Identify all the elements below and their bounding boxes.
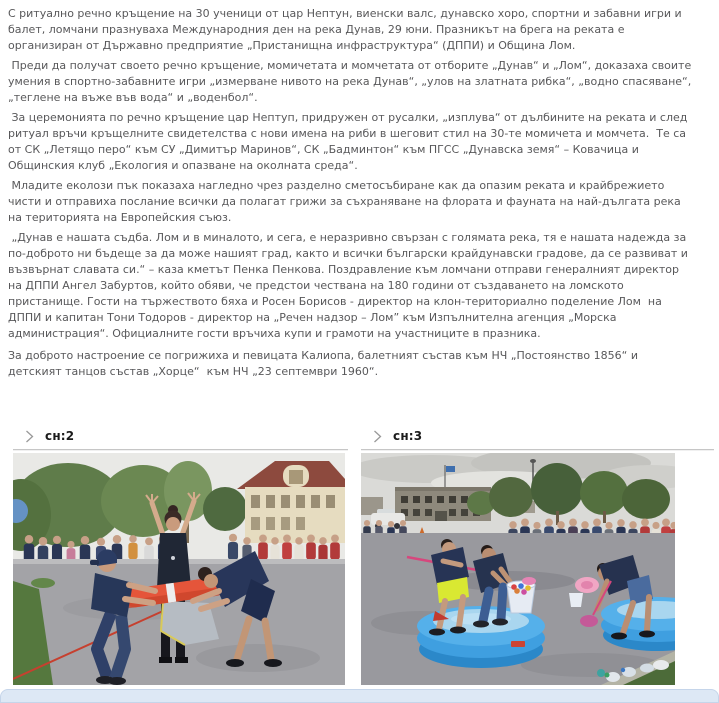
photo-sn3 bbox=[361, 453, 714, 685]
paragraph-4: Младите еколози пък показаха нагледно чрез разделно сметосъбиране как да опазим реката и крайбрежието чисти и отправиха послание всички да полагат грижи за съхраняване на флората и фауната на най-дългата река на територията на Европейския съюз. bbox=[8, 179, 685, 224]
paragraph-3: За церемонията по речно кръщение цар Нептуп, придружен от русалки, „изплува“ от дълбините на реката и след ритуал връчи кръщелните свидетелства с нови имена на риби в шеговит стил на 30-те момичета и момчета. Те са от СК „Летящо перо“ към СУ „Димитър Маринов“, СК „Бадминтон“ към ПГСС „Дунавска земя“ – Ковачица и Общинския клуб „Екология и опазване на околната среда“. bbox=[8, 111, 691, 172]
paragraph-2: Преди да получат своето речно кръщение, момичетата и момчетата от отборите „Дунав“ и „Лом“, доказаха своите умения в спортно-забавните игри „измерване нивото на река Дунав“, „улов на златната рибка“, „водно спасяване“, „теглене на въже във вода“ и „воденбол“. bbox=[8, 59, 695, 104]
caption-divider bbox=[361, 449, 714, 451]
photo-caption-row-sn2[interactable] bbox=[13, 428, 348, 444]
caption-divider bbox=[13, 449, 348, 451]
photo-gallery bbox=[13, 428, 719, 685]
photo-sn2 bbox=[13, 453, 348, 685]
photo-caption: сн:2 bbox=[45, 429, 75, 443]
chevron-right-icon bbox=[25, 430, 34, 443]
chevron-right-icon bbox=[373, 430, 382, 443]
bottom-panel-edge bbox=[0, 689, 719, 703]
photo-block-sn2 bbox=[13, 428, 348, 685]
paragraph-5: „Дунав е нашата съдба. Лом и в миналото, и сега, е неразривно свързан с голямата река, тя е нашата надежда за по-доброто ни бъдеще за да може нашият град, както и всички български крайдунавски градове, да се развиват и възвърнат славата си.“ – каза кметът Пенка Пенкова. Поздравление към ломчани отправи генералният директор на ДППИ Ангел Забуртов, който обяви, че предстои чествана на 180 години от създаването на ломското пристанище. Гости на тържеството бяха и Росен Борисов - директор на клон-териториално поделение Лом на ДППИ и капитан Тони Тодоров - директор на „Речен надзор – Лом” към Изпълнителна агенция „Морска администрация“. Официалните гости връчиха купи и грамоти на участниците в празника. bbox=[8, 231, 692, 340]
photo-caption: сн:3 bbox=[393, 429, 423, 443]
paragraph-1: С ритуално речно кръщение на 30 ученици от цар Нептун, виенски валс, дунавско хоро, спортни и забавни игри и балет, ломчани празнуваха Международния ден на река Дунав, 29 юни. Празникът на брега на реката е организиран от Държавно предприятие „Пристанищна инфраструктура“ (ДППИ) и Община Лом. bbox=[8, 7, 686, 52]
paragraph-6: За доброто настроение се погрижиха и певицата Калиопа, балетният състав към НЧ „Постоянство 1856“ и детският танцов състав „Хорце“ към НЧ „23 септември 1960“. bbox=[8, 349, 642, 378]
photo-block-sn3 bbox=[361, 428, 714, 685]
photo-caption-row-sn3[interactable] bbox=[361, 428, 714, 444]
